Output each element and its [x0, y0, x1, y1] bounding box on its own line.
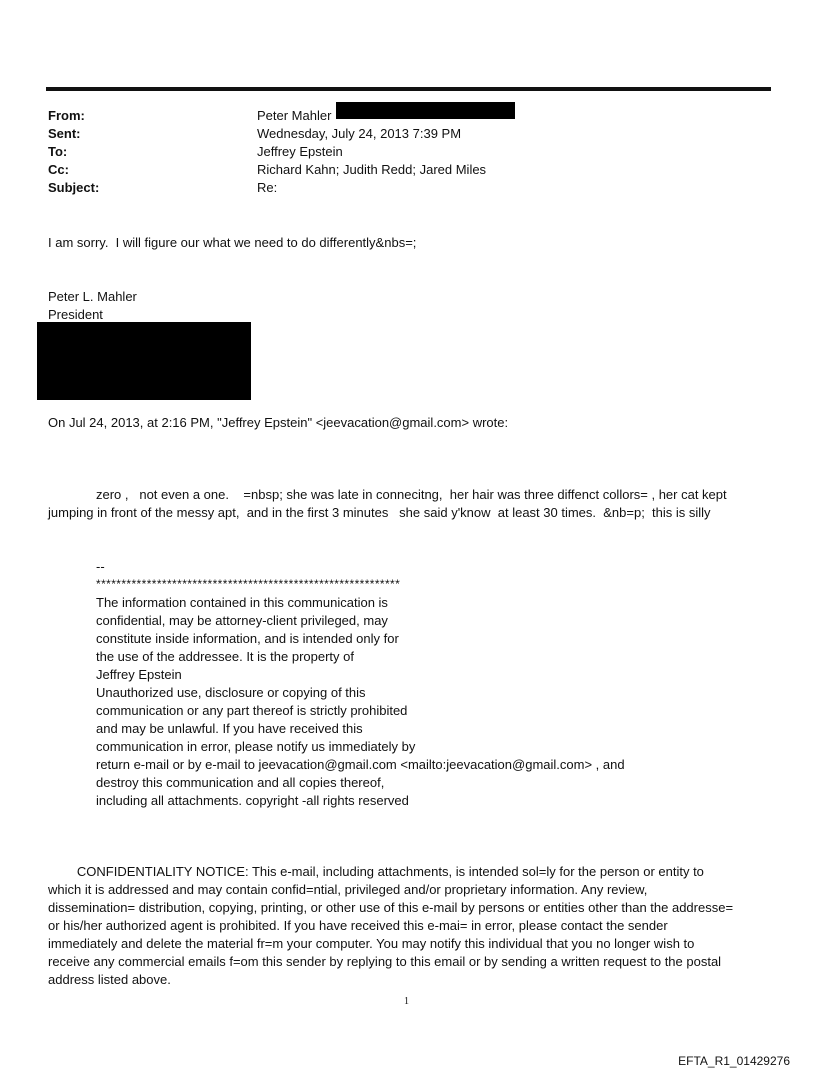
disclaimer-line: destroy this communication and all copies thereof, — [96, 775, 385, 790]
sent-label: Sent: — [48, 126, 81, 141]
reply-text: I am sorry. I will figure our what we need to do differently&nbs=; — [48, 235, 417, 250]
subject-value: Re: — [257, 180, 278, 195]
confidentiality-line: which it is addressed and may contain confid=ntial, privileged and/or proprietary information. Any review, — [48, 882, 648, 897]
signature-title: President — [48, 307, 103, 322]
to-value: Jeffrey Epstein — [257, 144, 343, 159]
header-rule — [46, 87, 771, 91]
quoted-line-1: zero , not even a one. =nbsp; she was late in connecitng, her hair was three diffenct collors= , her cat kept — [96, 487, 727, 502]
subject-label: Subject: — [48, 180, 100, 195]
to-label: To: — [48, 144, 68, 159]
bates-number: EFTA_R1_01429276 — [678, 1054, 790, 1068]
cc-value: Richard Kahn; Judith Redd; Jared Miles — [257, 162, 487, 177]
disclaimer-line: return e-mail or by e-mail to jeevacation@gmail.com <mailto:jeevacation@gmail.com> , and — [96, 757, 625, 772]
disclaimer-line: The information contained in this communication is — [96, 595, 388, 610]
redaction-from-email — [336, 102, 515, 119]
disclaimer-line: Jeffrey Epstein — [96, 667, 182, 682]
confidentiality-line: CONFIDENTIALITY NOTICE: This e-mail, including attachments, is intended sol=ly for the person or entity to — [48, 864, 704, 879]
confidentiality-line: receive any commercial emails f=om this sender by replying to this email or by sending a written request to the postal — [48, 954, 722, 969]
cc-label: Cc: — [48, 162, 69, 177]
confidentiality-line: dissemination= distribution, copying, printing, or other use of this e-mail by persons or entities other than the addresse= — [48, 900, 734, 915]
disclaimer-line: including all attachments. copyright -all rights reserved — [96, 793, 409, 808]
disclaimer-block — [96, 594, 625, 810]
disclaimer-line: the use of the addressee. It is the property of — [96, 649, 354, 664]
confidentiality-notice — [48, 863, 733, 989]
disclaimer-line: confidential, may be attorney-client privileged, may — [96, 613, 388, 628]
disclaimer-dash: -- — [96, 559, 105, 574]
disclaimer-line: communication in error, please notify us immediately by — [96, 739, 416, 754]
confidentiality-line: address listed above. — [48, 972, 171, 987]
redaction-signature-block — [37, 322, 251, 400]
disclaimer-line: and may be unlawful. If you have received this — [96, 721, 363, 736]
sent-value: Wednesday, July 24, 2013 7:39 PM — [257, 126, 462, 141]
disclaimer-line: constitute inside information, and is intended only for — [96, 631, 399, 646]
signature-name: Peter L. Mahler — [48, 289, 137, 304]
quoted-line-2: jumping in front of the messy apt, and in the first 3 minutes she said y'know at least 30 times. &nb=p; this is silly — [48, 505, 711, 520]
disclaimer-line: communication or any part thereof is strictly prohibited — [96, 703, 408, 718]
page-number: 1 — [404, 996, 409, 1007]
quote-intro: On Jul 24, 2013, at 2:16 PM, "Jeffrey Epstein" <jeevacation@gmail.com> wrote: — [48, 415, 509, 430]
confidentiality-line: or his/her authorized agent is prohibited. If you have received this e-mai= in error, please contact the sender — [48, 918, 668, 933]
confidentiality-line: immediately and delete the material fr=m your computer. You may notify this individual that you no longer wish to — [48, 936, 695, 951]
from-label: From: — [48, 108, 85, 123]
disclaimer-stars: ************************************************************ — [96, 577, 401, 591]
from-value: Peter Mahler — [257, 108, 332, 123]
disclaimer-line: Unauthorized use, disclosure or copying of this — [96, 685, 366, 700]
